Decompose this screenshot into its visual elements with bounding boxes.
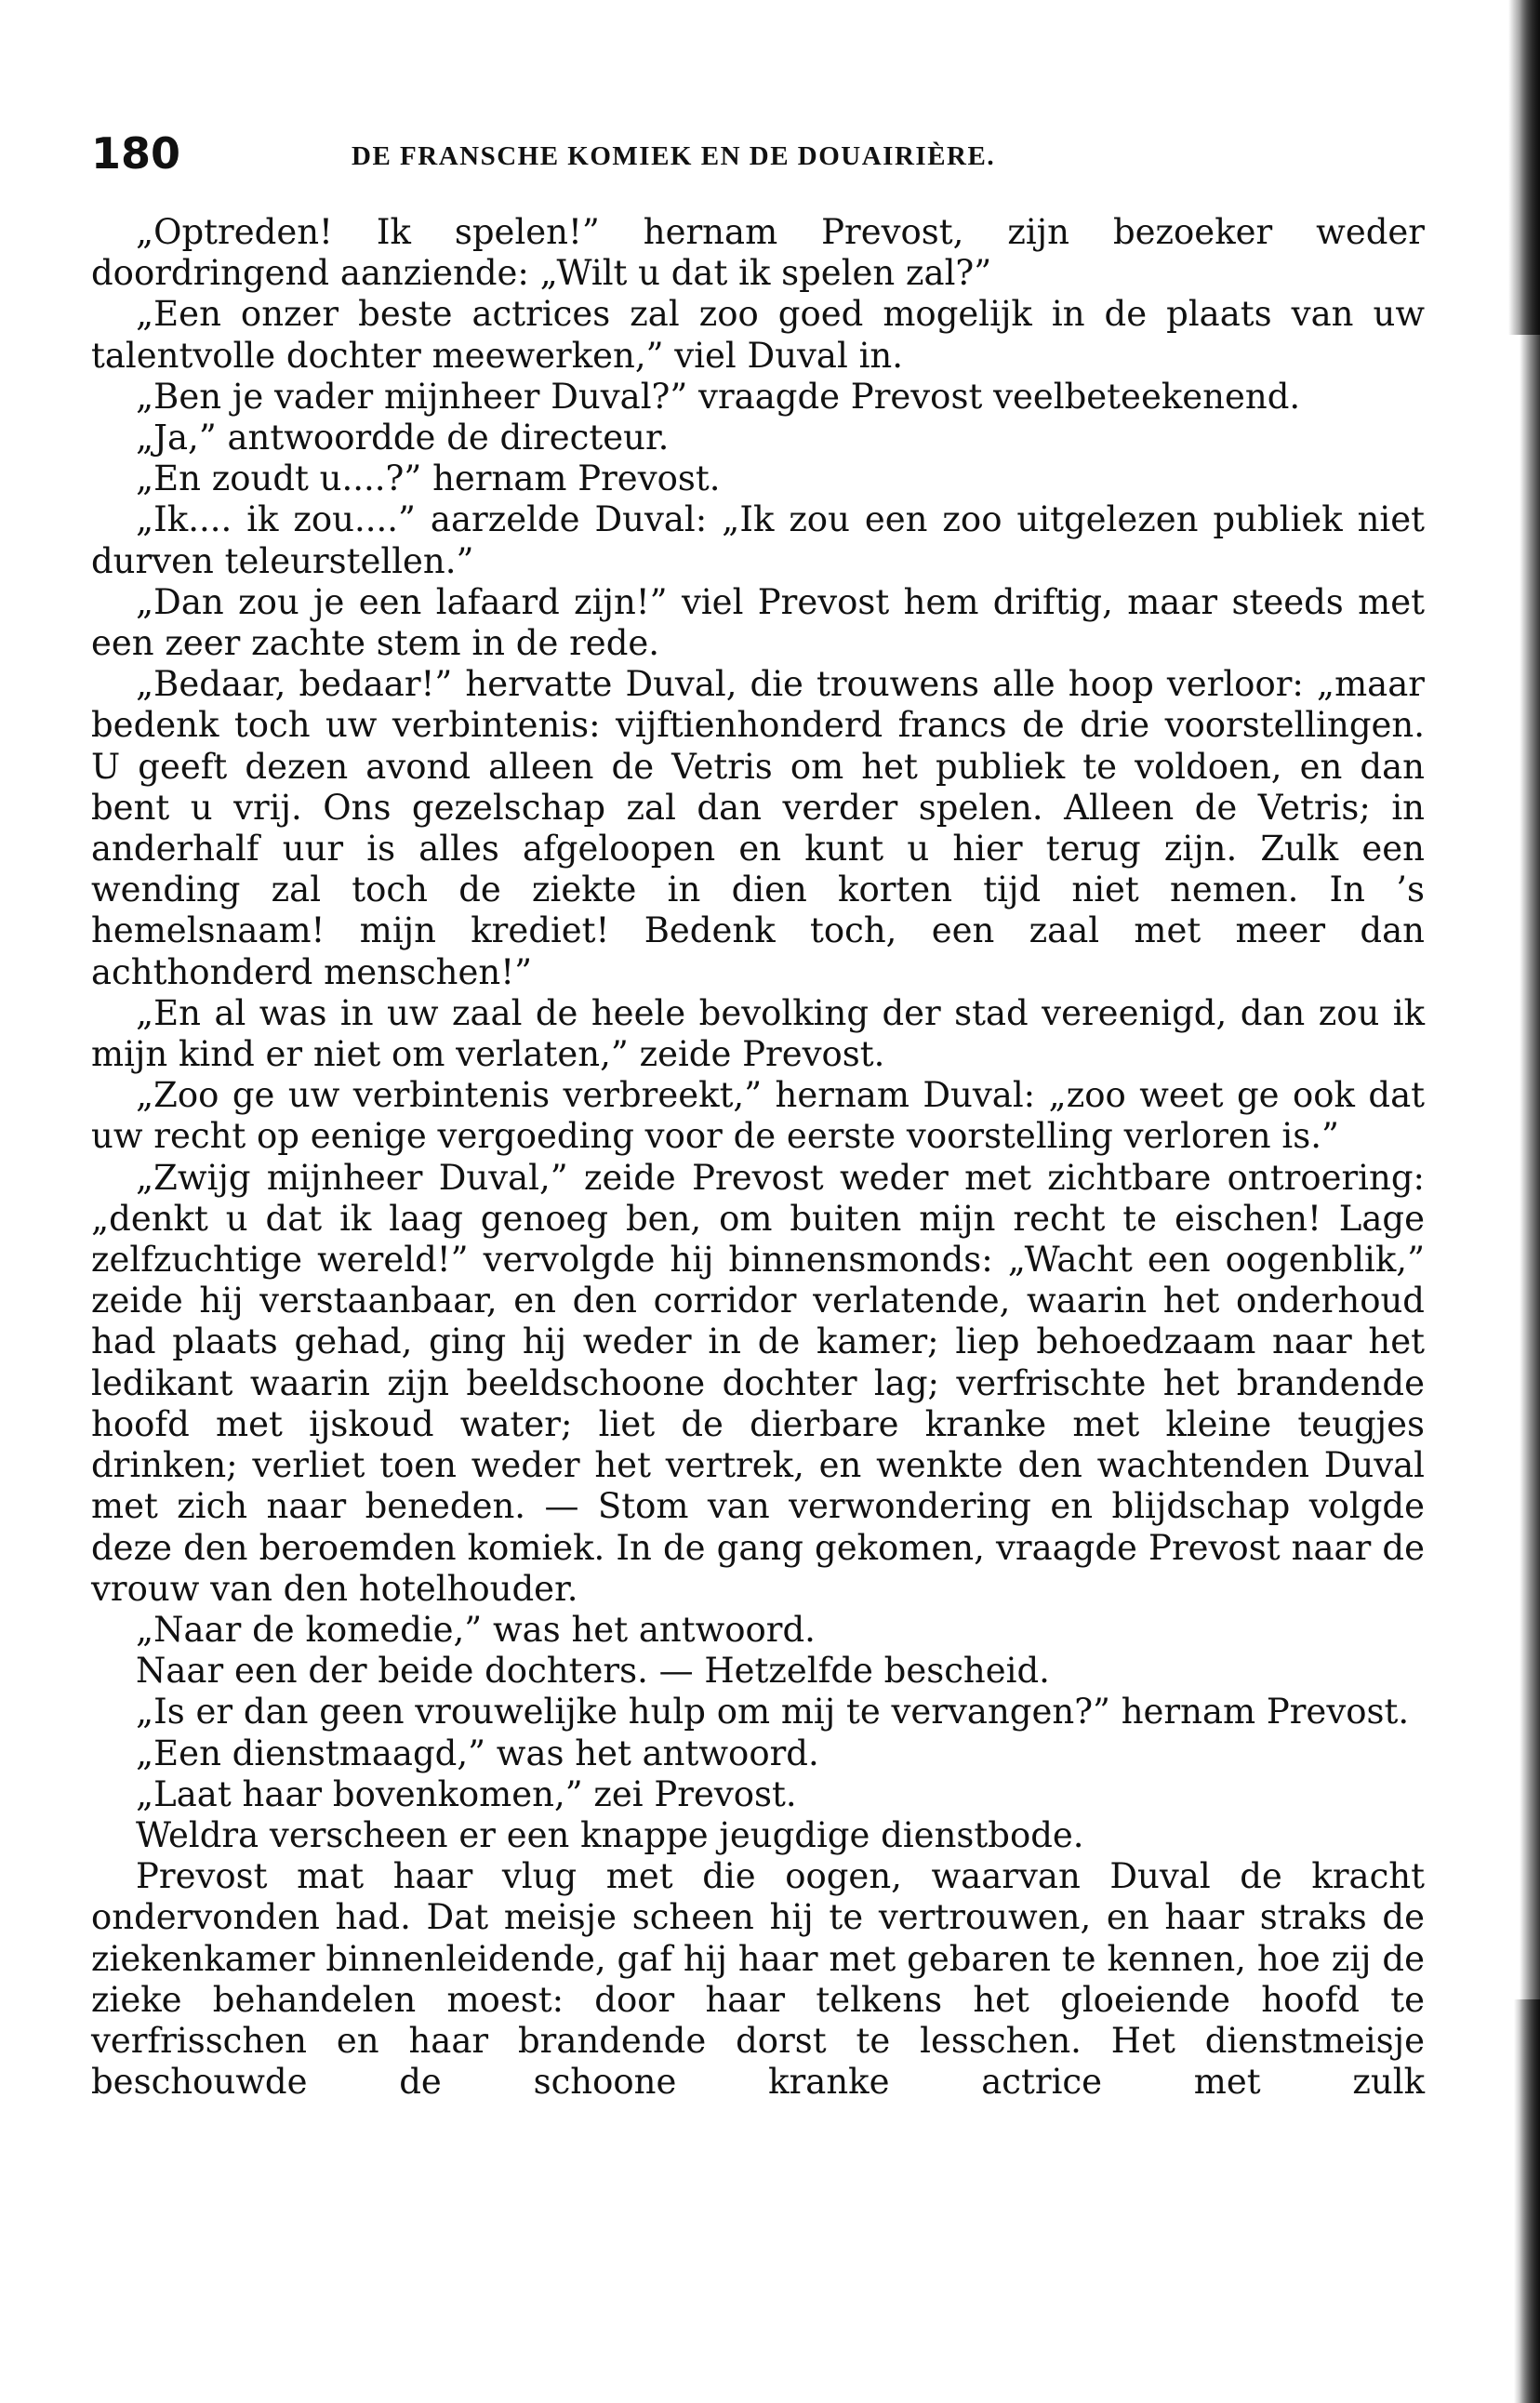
paragraph: „En al was in uw zaal de heele bevolking der stad vereenigd, dan zou ik mijn kind er niet om verlaten,” zeide Prevost.: [91, 992, 1425, 1075]
paragraph: Weldra verscheen er een knappe jeugdige dienstbode.: [136, 1814, 1084, 1855]
paragraph: „Bedaar, bedaar!” hervatte Duval, die trouwens alle hoop verloor: „maar bedenk toch uw verbintenis: vijftienhonderd francs de drie voorstellingen. U geeft dezen avond alleen de Vetris om het publiek te voldoen, en dan bent u vrij. Ons gezelschap zal dan verder spelen. Alleen de Vetris; in anderhalf uur is alles afgeloopen en kunt u hier terug zijn. Zulk een wending zal toch de ziekte in dien korten tijd niet nemen. In ’s hemelsnaam! mijn krediet! Bedenk toch, een zaal met meer dan achthonderd menschen!”: [91, 664, 1425, 992]
paragraph: Prevost mat haar vlug met die oogen, waarvan Duval de kracht ondervonden had. Dat meisje scheen hij te vertrouwen, en haar straks de ziekenkamer binnenleidende, gaf hij haar met gebaren te kennen, hoe zij de zieke behandelen moest: door haar telkens het gloeiende hoofd te verfrisschen en haar brandende dorst te lesschen. Het dienstmeisje beschouwde de schoone kranke actrice met zulk: [91, 1856, 1425, 2103]
paragraph: „Ja,” antwoordde de directeur.: [136, 418, 670, 458]
paragraph: „Zwijg mijnheer Duval,” zeide Prevost weder met zichtbare ontroering: „denkt u dat ik laag genoeg ben, om buiten mijn recht te eischen! Lage zelfzuchtige wereld!” vervolgde hij binnensmonds: „Wacht een oogenblik,” zeide hij verstaanbaar, en den corridor verlatende, waarin het onderhoud had plaats gehad, ging hij weder in de kamer; liep behoedzaam naar het ledikant waarin zijn beeldschoone dochter lag; verfrischte het brandende hoofd met ijskoud water; liet de dierbare kranke met kleine teugjes drinken; verliet toen weder het vertrek, en wenkte den wachtenden Duval met zich naar beneden. — Stom van verwondering en blijdschap volgde deze den beroemden komiek. In de gang gekomen, vraagde Prevost naar de vrouw van den hotelhouder.: [91, 1157, 1425, 1609]
paragraph: „Dan zou je een lafaard zijn!” viel Prevost hem driftig, maar steeds met een zeer zachte stem in de rede.: [91, 581, 1425, 664]
paragraph: „En zoudt u....?” hernam Prevost.: [136, 458, 721, 499]
paragraph: „Ik.... ik zou....” aarzelde Duval: „Ik zou een zoo uitgelezen publiek niet durven teleurstellen.”: [91, 499, 1425, 581]
scan-edge-shadow-top: [1508, 0, 1540, 335]
scan-edge-shadow-bottom: [1514, 1999, 1540, 2403]
body-text: [91, 212, 1425, 2103]
paragraph: „Ben je vader mijnheer Duval?” vraagde Prevost veelbeteekenend.: [136, 376, 1301, 417]
paragraph: „Is er dan geen vrouwelijke hulp om mij te vervangen?” hernam Prevost.: [136, 1692, 1410, 1733]
paragraph: Naar een der beide dochters. — Hetzelfde bescheid.: [136, 1651, 1050, 1692]
paragraph: „Een onzer beste actrices zal zoo goed mogelijk in de plaats van uw talentvolle dochter meewerken,” viel Duval in.: [91, 294, 1425, 376]
paragraph: „Een dienstmaagd,” was het antwoord.: [136, 1733, 819, 1773]
running-title: DE FRANSCHE KOMIEK EN DE DOUAIRIÈRE.: [352, 141, 996, 171]
paragraph: „Zoo ge uw verbintenis verbreekt,” hernam Duval: „zoo weet ge ook dat uw recht op eenige vergoeding voor de eerste voorstelling verloren is.”: [91, 1075, 1425, 1157]
paragraph: „Optreden! Ik spelen!” hernam Prevost, zijn bezoeker weder doordringend aanziende: „Wilt u dat ik spelen zal?”: [91, 212, 1425, 294]
page-number: 180: [91, 128, 181, 179]
paragraph: „Naar de komedie,” was het antwoord.: [136, 1609, 816, 1650]
page-header: [91, 128, 1432, 184]
paragraph: „Laat haar bovenkomen,” zei Prevost.: [136, 1773, 797, 1814]
